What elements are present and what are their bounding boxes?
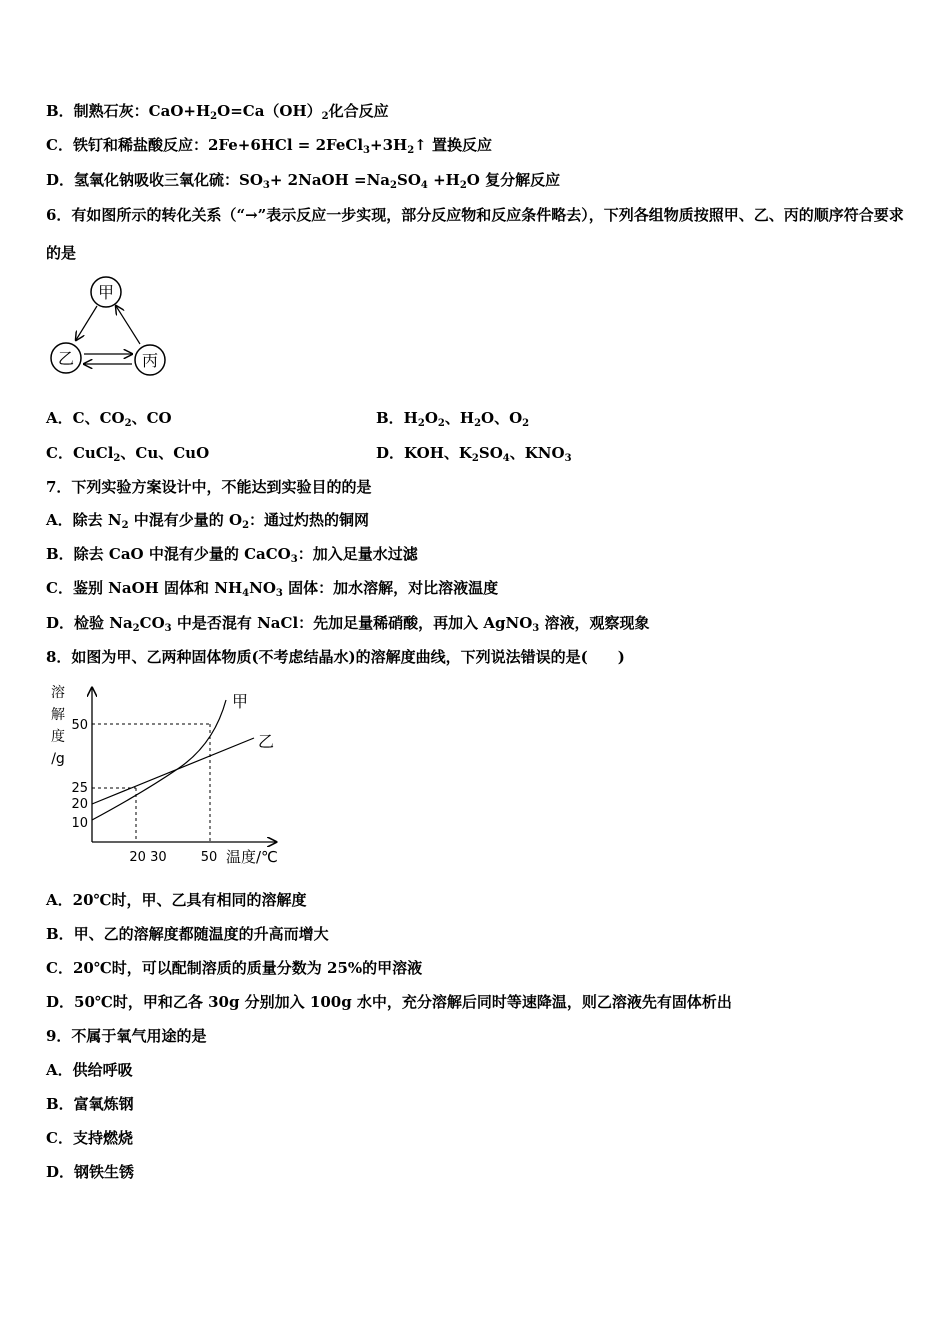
q6-option-b: B．$H_2O_2$、$H_2O$、$O_2$	[376, 409, 530, 429]
curve-yi	[92, 738, 254, 804]
curve-jia	[92, 700, 226, 820]
arrow-jia-to-yi	[76, 306, 97, 340]
xtick-20-30: 20 30	[129, 850, 167, 865]
xlabel: 温度/℃	[226, 848, 278, 866]
q9-option-d: D．钢铁生锈	[46, 1163, 135, 1181]
q9-option-c: C．支持燃烧	[46, 1129, 133, 1147]
q8-solubility-graph	[44, 680, 294, 870]
ylabel-char-2: 解	[51, 707, 65, 723]
node-yi-label: 乙	[57, 349, 75, 368]
q6-option-a: A．C、$CO_2$、CO	[46, 409, 172, 429]
node-bing-label: 丙	[141, 351, 159, 370]
q9-option-b: B．富氧炼钢	[46, 1095, 134, 1113]
curve-jia-label: 甲	[232, 692, 249, 711]
q8-option-d: D．50℃时，甲和乙各 30g 分别加入 100g 水中，充分溶解后同时等速降温，则乙溶液先有固体析出	[46, 993, 732, 1011]
node-jia-label: 甲	[97, 283, 115, 302]
q8-option-b: B．甲、乙的溶解度都随温度的升高而增大	[46, 925, 329, 943]
q9-option-a: A．供给呼吸	[46, 1061, 133, 1079]
ylabel-char-3: 度	[51, 729, 65, 745]
ytick-25: 25	[71, 781, 88, 796]
arrow-bing-to-jia	[116, 306, 140, 344]
q6-stem: 6．有如图所示的转化关系（“→”表示反应一步实现，部分反应物和反应条件略去），下列各组物质按照甲、乙、丙的顺序符合要求的是	[46, 206, 904, 262]
q7-option-c: C．鉴别 NaOH 固体和 $NH_4NO_3$ 固体：加水溶解，对比溶液温度	[46, 579, 499, 599]
q8-option-a: A．20℃时，甲、乙具有相同的溶解度	[46, 891, 307, 909]
q7-option-a: A．除去 $N_2$ 中混有少量的 $O_2$：通过灼热的铜网	[46, 511, 370, 531]
q9-stem: 9．不属于氧气用途的是	[46, 1027, 207, 1045]
q6-option-d: D．KOH、$K_2SO_4$、$KNO_3$	[376, 444, 572, 464]
q8-stem: 8．如图为甲、乙两种固体物质(不考虑结晶水)的溶解度曲线，下列说法错误的是( )	[46, 648, 625, 666]
q7-stem: 7．下列实验方案设计中，不能达到实验目的的是	[46, 478, 372, 496]
q6-conversion-diagram	[44, 272, 174, 382]
ytick-50: 50	[71, 718, 88, 733]
curve-yi-label: 乙	[258, 732, 275, 751]
q7-option-b: B．除去 CaO 中混有少量的 CaCO$_3$：加入足量水过滤	[46, 545, 418, 565]
ytick-20: 20	[71, 797, 88, 812]
q5-option-d: D．氢氧化钠吸收三氧化硫：$SO_3+$ 2NaOH $=Na_2SO_4 +H_2O$ 复分解反应	[46, 171, 561, 191]
q6-option-c: C．CuCl$_2$、Cu、CuO	[46, 444, 210, 464]
q5-option-c: C．铁钉和稀盐酸反应：$2Fe+6HCl = 2FeCl_3+3H_2↑$ 置换反应	[46, 136, 492, 156]
xtick-50: 50	[200, 850, 218, 865]
q8-option-c: C．20℃时，可以配制溶质的质量分数为 25%的甲溶液	[46, 959, 423, 977]
q7-option-d: D．检验 $Na_2CO_3$ 中是否混有 NaCl：先加足量稀硝酸，再加入 AgNO$_3$ 溶液，观察现象	[46, 614, 650, 634]
ylabel-char-4: /g	[51, 751, 65, 767]
q5-option-b: B．制熟石灰：$CaO+H_2O=Ca(OH)_2$化合反应	[46, 102, 389, 122]
ytick-10: 10	[71, 816, 88, 831]
ylabel-char-1: 溶	[51, 685, 65, 701]
